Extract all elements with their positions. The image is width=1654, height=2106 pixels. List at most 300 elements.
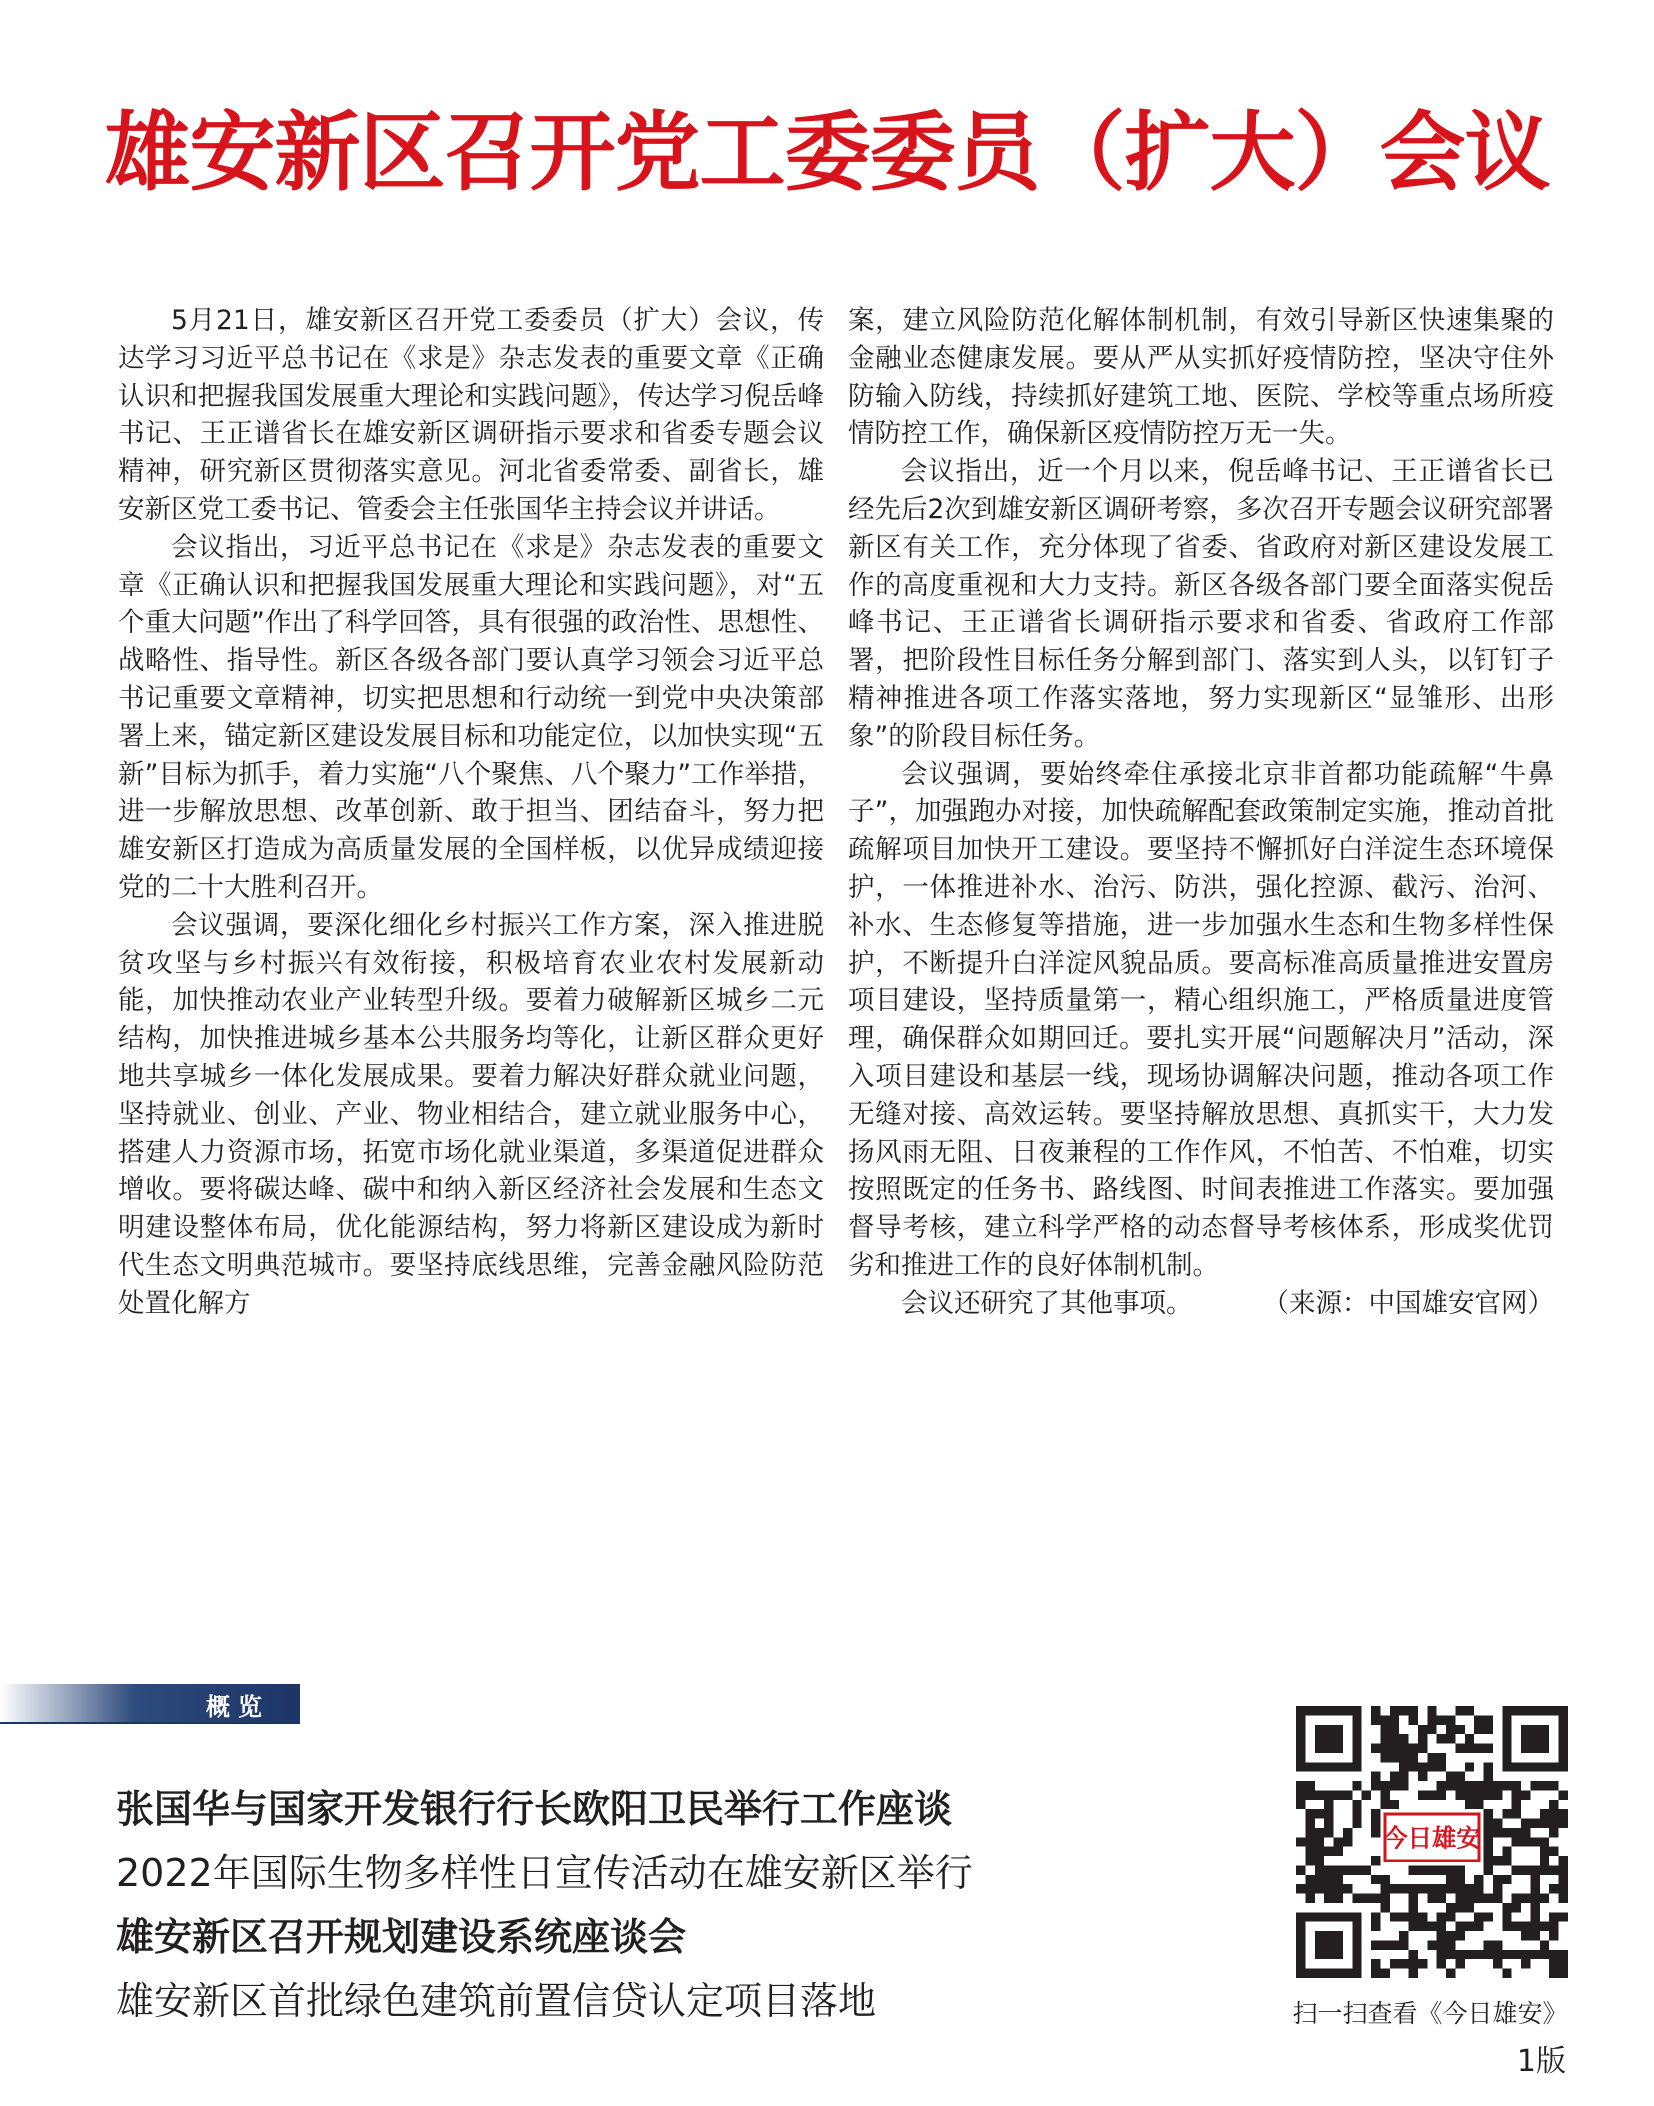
qr-module (1512, 1922, 1521, 1931)
qr-module (1399, 1753, 1408, 1762)
qr-module (1427, 1940, 1436, 1949)
qr-module (1380, 1753, 1389, 1762)
qr-module (1465, 1800, 1474, 1809)
qr-module (1362, 1865, 1371, 1874)
qr-module (1371, 1856, 1380, 1865)
qr-module (1540, 1781, 1549, 1790)
qr-module (1399, 1912, 1408, 1921)
qr-module (1474, 1950, 1483, 1959)
qr-module (1427, 1884, 1436, 1893)
qr-module (1305, 1894, 1314, 1903)
qr-module (1512, 1903, 1521, 1912)
qr-module (1427, 1922, 1436, 1931)
qr-module (1465, 1762, 1474, 1771)
qr-module (1352, 1809, 1361, 1818)
qr-module (1352, 1865, 1361, 1874)
qr-module (1409, 1922, 1418, 1931)
qr-module (1390, 1715, 1399, 1724)
qr-module (1399, 1744, 1408, 1753)
qr-module (1549, 1781, 1558, 1790)
qr-module (1334, 1837, 1343, 1846)
qr-module (1371, 1809, 1380, 1818)
qr-module (1465, 1706, 1474, 1715)
qr-module (1493, 1819, 1502, 1828)
qr-module (1493, 1894, 1502, 1903)
qr-module (1305, 1790, 1314, 1799)
qr-module (1446, 1931, 1455, 1940)
qr-module (1446, 1969, 1455, 1978)
qr-module (1418, 1725, 1427, 1734)
qr-module (1502, 1809, 1511, 1818)
qr-module (1437, 1715, 1446, 1724)
qr-module (1493, 1856, 1502, 1865)
qr-module (1465, 1922, 1474, 1931)
qr-module (1371, 1828, 1380, 1837)
qr-module (1409, 1884, 1418, 1893)
qr-module (1334, 1790, 1343, 1799)
overview-headline-link[interactable]: 张国华与国家开发银行行长欧阳卫民举行工作座谈 (116, 1787, 953, 1831)
qr-module (1418, 1912, 1427, 1921)
qr-module (1493, 1884, 1502, 1893)
qr-module (1380, 1875, 1389, 1884)
qr-module (1427, 1706, 1436, 1715)
qr-module (1362, 1894, 1371, 1903)
qr-module (1455, 1894, 1464, 1903)
article-paragraph: 会议指出，近一个月以来，倪岳峰书记、王正谱省长已经先后2次到雄安新区调研考察，多次召开专题会议研究部署新区有关工作，充分体现了省委、省政府对新区建设发展工作的高度重视和大力支持。新区各级各部门要全面落实倪岳峰书记、王正谱省长调研指示要求和省委、省政府工作部署，把阶段性目标任务分解到部门、落实到人头，以钉钉子精神推进各项工作落实落地，努力实现新区“显雏形、出形象”的阶段目标任务。 (848, 456, 1554, 752)
qr-module (1549, 1959, 1558, 1968)
qr-module (1530, 1894, 1539, 1903)
overview-headline-link[interactable]: 2022年国际生物多样性日宣传活动在雄安新区举行 (116, 1851, 973, 1895)
qr-module (1315, 1790, 1324, 1799)
qr-module (1540, 1922, 1549, 1931)
qr-module (1399, 1734, 1408, 1743)
qr-module (1409, 1912, 1418, 1921)
qr-module (1352, 1781, 1361, 1790)
qr-module (1343, 1790, 1352, 1799)
article-paragraph: 会议指出，习近平总书记在《求是》杂志发表的重要文章《正确认识和把握我国发展重大理论和实践问题》，对“五个重大问题”作出了科学回答，具有很强的政治性、思想性、战略性、指导性。新区各级各部门要认真学习领会习近平总书记重要文章精神，切实把思想和行动统一到党中央决策部署上来，锚定新区建设发展目标和功能定位，以加快实现“五新”目标为抓手，着力实施“八个聚焦、八个聚力”工作举措，进一步解放思想、改革创新、敢于担当、团结奋斗，努力把雄安新区打造成为高质量发展的全国样板，以优异成绩迎接党的二十大胜利召开。 (118, 531, 824, 903)
qr-module (1399, 1772, 1408, 1781)
qr-module (1484, 1790, 1493, 1799)
qr-module (1371, 1912, 1380, 1921)
qr-module (1530, 1931, 1539, 1940)
qr-module (1484, 1819, 1493, 1828)
page-number: 1版 (1516, 2044, 1566, 2079)
qr-module (1324, 1800, 1333, 1809)
qr-module (1437, 1790, 1446, 1799)
qr-module (1465, 1950, 1474, 1959)
qr-module (1427, 1715, 1436, 1724)
qr-module (1549, 1865, 1558, 1874)
page-title: 雄安新区召开党工委委员（扩大）会议 (104, 103, 1550, 203)
qr-module (1418, 1865, 1427, 1874)
qr-module (1474, 1875, 1483, 1884)
qr-module (1484, 1744, 1493, 1753)
qr-module (1399, 1940, 1408, 1949)
qr-module (1540, 1819, 1549, 1828)
qr-module (1409, 1706, 1418, 1715)
qr-module (1343, 1828, 1352, 1837)
qr-module (1305, 1847, 1314, 1856)
qr-module (1512, 1950, 1521, 1959)
qr-module (1521, 1790, 1530, 1799)
qr-module (1540, 1865, 1549, 1874)
qr-module (1315, 1865, 1324, 1874)
qr-module (1446, 1950, 1455, 1959)
qr-module (1437, 1762, 1446, 1771)
qr-module (1390, 1884, 1399, 1893)
qr-module (1399, 1884, 1408, 1893)
article-paragraph: 会议强调，要始终牵住承接北京非首都功能疏解“牛鼻子”，加强跑办对接，加快疏解配套政策制定实施，推动首批疏解项目加快开工建设。要坚持不懈抓好白洋淀生态环境保护，一体推进补水、治污、防洪，强化控源、截污、治河、补水、生态修复等措施，进一步加强水生态和生物多样性保护，不断提升白洋淀风貌品质。要高标准高质量推进安置房项目建设，坚持质量第一，精心组织施工，严格质量进度管理，确保群众如期回迁。要扎实开展“问题解决月”活动，深入项目建设和基层一线，现场协调解决问题，推动各项工作无缝对接、高效运转。要坚持解放思想、真抓实干，大力发扬风雨无阻、日夜兼程的工作作风，不怕苦、不怕难，切实按照既定的任务书、路线图、时间表推进工作落实。要加强督导考核，建立科学严格的动态督导考核体系，形成奖优罚劣和推进工作的良好体制机制。 (848, 758, 1554, 1281)
qr-module (1437, 1931, 1446, 1940)
overview-headline-link[interactable]: 雄安新区首批绿色建筑前置信贷认定项目落地 (116, 1979, 877, 2023)
qr-module (1324, 1884, 1333, 1893)
qr-module (1296, 1790, 1305, 1799)
qr-module (1390, 1706, 1399, 1715)
qr-module (1474, 1894, 1483, 1903)
qr-module (1549, 1884, 1558, 1893)
qr-module (1427, 1790, 1436, 1799)
qr-module (1324, 1819, 1333, 1828)
qr-module (1399, 1931, 1408, 1940)
qr-module (1484, 1912, 1493, 1921)
qr-module (1493, 1828, 1502, 1837)
qr-module (1465, 1790, 1474, 1799)
qr-module (1371, 1819, 1380, 1828)
qr-module (1493, 1940, 1502, 1949)
qr-module (1502, 1922, 1511, 1931)
qr-module (1437, 1950, 1446, 1959)
qr-module (1437, 1734, 1446, 1743)
qr-module (1455, 1772, 1464, 1781)
qr-module (1549, 1950, 1558, 1959)
qr-module (1549, 1847, 1558, 1856)
qr-module (1380, 1744, 1389, 1753)
qr-module (1540, 1847, 1549, 1856)
qr-module (1446, 1865, 1455, 1874)
qr-module (1455, 1922, 1464, 1931)
qr-module (1418, 1959, 1427, 1968)
qr-module (1427, 1865, 1436, 1874)
qr-module (1305, 1856, 1314, 1865)
qr-module (1502, 1781, 1511, 1790)
qr-module (1399, 1781, 1408, 1790)
qr-module (1324, 1790, 1333, 1799)
qr-module (1315, 1847, 1324, 1856)
qr-module (1530, 1781, 1539, 1790)
qr-module (1484, 1856, 1493, 1865)
qr-module (1343, 1865, 1352, 1874)
qr-module (1502, 1969, 1511, 1978)
qr-module (1484, 1781, 1493, 1790)
qr-module (1455, 1725, 1464, 1734)
qr-module (1362, 1790, 1371, 1799)
qr-module (1484, 1828, 1493, 1837)
qr-module (1380, 1715, 1389, 1724)
qr-module (1437, 1753, 1446, 1762)
qr-module (1559, 1884, 1568, 1893)
qr-module (1305, 1819, 1314, 1828)
article-closing (848, 1285, 1554, 1323)
qr-module (1399, 1959, 1408, 1968)
article-body (118, 302, 1558, 1323)
qr-module (1390, 1940, 1399, 1949)
overview-list (116, 1780, 1116, 2036)
qr-module (1512, 1809, 1521, 1818)
qr-module (1446, 1884, 1455, 1893)
qr-module (1540, 1940, 1549, 1949)
qr-module (1437, 1865, 1446, 1874)
qr-module (1549, 1931, 1558, 1940)
qr-module (1334, 1865, 1343, 1874)
qr-module (1371, 1922, 1380, 1931)
qr-module (1418, 1734, 1427, 1743)
qr-module (1484, 1950, 1493, 1959)
qr-module (1390, 1781, 1399, 1790)
article-paragraph: 会议强调，要深化细化乡村振兴工作方案，深入推进脱贫攻坚与乡村振兴有效衔接，积极培育农业农村发展新动能，加快推动农业产业转型升级。要着力破解新区城乡二元结构，加快推进城乡基本公共服务均等化，让新区群众更好地共享城乡一体化发展成果。要着力解决好群众就业问题，坚持就业、创业、产业、物业相结合，建立就业服务中心，搭建人力资源市场，拓宽市场化就业渠道，多渠道促进群众增收。要将碳达峰、碳中和纳入新区经济社会发展和生态文明建设整体布局，优化能源结构，努力将新区建设成为新时代生态文明典范城市。要坚持底线思维，完善金融风险防范处置化解方 (118, 909, 824, 1319)
qr-module (1455, 1884, 1464, 1893)
qr-module (1437, 1922, 1446, 1931)
qr-module (1521, 1959, 1530, 1968)
qr-module (1324, 1894, 1333, 1903)
qr-module (1380, 1734, 1389, 1743)
qr-module (1380, 1969, 1389, 1978)
qr-module (1559, 1959, 1568, 1968)
qr-module (1305, 1837, 1314, 1846)
qr-module (1474, 1781, 1483, 1790)
qr-module (1390, 1912, 1399, 1921)
qr-module (1334, 1894, 1343, 1903)
qr-module (1465, 1903, 1474, 1912)
qr-module (1559, 1969, 1568, 1978)
qr-module (1315, 1884, 1324, 1893)
qr-module (1334, 1847, 1343, 1856)
qr-module (1474, 1912, 1483, 1921)
qr-module (1521, 1837, 1530, 1846)
qr-module (1455, 1865, 1464, 1874)
qr-module (1530, 1865, 1539, 1874)
qr-module (1465, 1734, 1474, 1743)
qr-module (1343, 1837, 1352, 1846)
qr-module (1521, 1865, 1530, 1874)
qr-module (1296, 1837, 1305, 1846)
qr-module (1455, 1931, 1464, 1940)
qr-module (1390, 1734, 1399, 1743)
qr-module (1455, 1790, 1464, 1799)
qr-module (1371, 1781, 1380, 1790)
qr-module (1343, 1884, 1352, 1893)
qr-module (1371, 1894, 1380, 1903)
qr-module (1409, 1865, 1418, 1874)
qr-module (1549, 1969, 1558, 1978)
qr-module (1502, 1847, 1511, 1856)
qr-module (1465, 1884, 1474, 1893)
qr-module (1418, 1772, 1427, 1781)
qr-module (1390, 1800, 1399, 1809)
qr-module (1324, 1865, 1333, 1874)
qr-module (1446, 1772, 1455, 1781)
qr-module (1409, 1959, 1418, 1968)
article-column-right (848, 302, 1554, 1323)
qr-module (1437, 1940, 1446, 1949)
qr-module (1512, 1790, 1521, 1799)
qr-module (1474, 1884, 1483, 1893)
qr-finder-bottom-left (1296, 1912, 1362, 1978)
qr-module (1484, 1772, 1493, 1781)
qr-module (1512, 1828, 1521, 1837)
qr-module (1530, 1912, 1539, 1921)
qr-module (1512, 1800, 1521, 1809)
qr-module (1493, 1790, 1502, 1799)
qr-module (1530, 1884, 1539, 1893)
qr-module (1493, 1781, 1502, 1790)
qr-module (1549, 1912, 1558, 1921)
qr-module (1315, 1856, 1324, 1865)
qr-module (1418, 1744, 1427, 1753)
qr-module (1455, 1903, 1464, 1912)
qr-module (1390, 1744, 1399, 1753)
qr-module (1549, 1922, 1558, 1931)
qr-module (1474, 1790, 1483, 1799)
qr-module (1437, 1781, 1446, 1790)
qr-module (1296, 1800, 1305, 1809)
qr-module (1446, 1875, 1455, 1884)
qr-module (1409, 1969, 1418, 1978)
qr-module (1409, 1762, 1418, 1771)
qr-module (1380, 1903, 1389, 1912)
qr-module (1474, 1800, 1483, 1809)
qr-module (1559, 1912, 1568, 1921)
qr-module (1409, 1744, 1418, 1753)
qr-module (1484, 1940, 1493, 1949)
qr-module (1305, 1809, 1314, 1818)
qr-module (1380, 1790, 1389, 1799)
qr-module (1502, 1856, 1511, 1865)
qr-module (1409, 1715, 1418, 1724)
qr-module (1305, 1828, 1314, 1837)
qr-module (1390, 1959, 1399, 1968)
qr-module (1324, 1809, 1333, 1818)
qr-module (1540, 1837, 1549, 1846)
qr-module (1380, 1894, 1389, 1903)
qr-module (1465, 1894, 1474, 1903)
qr-module (1484, 1894, 1493, 1903)
qr-module (1474, 1715, 1483, 1724)
qr-module (1465, 1781, 1474, 1790)
qr-module (1502, 1828, 1511, 1837)
qr-module (1512, 1894, 1521, 1903)
qr-module (1493, 1950, 1502, 1959)
qr-module (1371, 1772, 1380, 1781)
qr-module (1427, 1753, 1436, 1762)
qr-module (1540, 1950, 1549, 1959)
qr-module (1446, 1725, 1455, 1734)
qr-module (1521, 1819, 1530, 1828)
qr-module (1484, 1725, 1493, 1734)
qr-module (1418, 1922, 1427, 1931)
overview-section-bar (0, 1684, 300, 1724)
qr-module (1437, 1894, 1446, 1903)
qr-module (1352, 1819, 1361, 1828)
qr-module (1409, 1950, 1418, 1959)
qr-module (1371, 1875, 1380, 1884)
qr-module (1446, 1912, 1455, 1921)
qr-module (1324, 1847, 1333, 1856)
qr-module (1484, 1715, 1493, 1724)
qr-module (1559, 1894, 1568, 1903)
qr-module (1409, 1753, 1418, 1762)
qr-module (1530, 1875, 1539, 1884)
qr-module (1437, 1884, 1446, 1893)
qr-module (1474, 1744, 1483, 1753)
qr-module (1530, 1903, 1539, 1912)
qr-module (1446, 1781, 1455, 1790)
qr-module (1418, 1790, 1427, 1799)
qr-module (1371, 1940, 1380, 1949)
qr-module (1305, 1884, 1314, 1893)
qr-module (1352, 1800, 1361, 1809)
qr-module (1380, 1800, 1389, 1809)
qr-module (1455, 1959, 1464, 1968)
overview-headline-link[interactable]: 雄安新区召开规划建设系统座谈会 (116, 1915, 687, 1959)
qr-module (1559, 1819, 1568, 1828)
qr-module (1315, 1809, 1324, 1818)
qr-module (1390, 1772, 1399, 1781)
qr-module (1390, 1725, 1399, 1734)
qr-module (1549, 1809, 1558, 1818)
qr-module (1559, 1950, 1568, 1959)
qr-module (1530, 1922, 1539, 1931)
qr-module (1315, 1828, 1324, 1837)
qr-module (1455, 1781, 1464, 1790)
qr-module (1380, 1725, 1389, 1734)
qr-module (1549, 1819, 1558, 1828)
qr-module (1427, 1894, 1436, 1903)
qr-module (1530, 1950, 1539, 1959)
qr-module (1427, 1725, 1436, 1734)
qr-module (1540, 1809, 1549, 1818)
qr-module (1371, 1959, 1380, 1968)
qr-module (1521, 1950, 1530, 1959)
qr-module (1371, 1715, 1380, 1724)
qr-module (1305, 1875, 1314, 1884)
qr-module (1399, 1762, 1408, 1771)
qr-module (1484, 1865, 1493, 1874)
qr-module (1371, 1969, 1380, 1978)
qr-module (1521, 1931, 1530, 1940)
qr-caption: 扫一扫查看《今日雄安》 (1292, 1999, 1568, 2028)
qr-module (1409, 1894, 1418, 1903)
qr-module (1315, 1875, 1324, 1884)
qr-module (1484, 1837, 1493, 1846)
qr-module (1437, 1912, 1446, 1921)
qr-module (1521, 1922, 1530, 1931)
qr-module (1530, 1837, 1539, 1846)
source-credit: （来源：中国雄安官网） (1262, 1287, 1554, 1319)
qr-module (1474, 1725, 1483, 1734)
qr-module (1390, 1753, 1399, 1762)
qr-module (1540, 1856, 1549, 1865)
qr-module (1352, 1894, 1361, 1903)
qr-module (1380, 1781, 1389, 1790)
qr-module (1446, 1940, 1455, 1949)
qr-module (1502, 1950, 1511, 1959)
qr-module (1296, 1884, 1305, 1893)
qr-module (1315, 1837, 1324, 1846)
qr-module (1296, 1781, 1305, 1790)
qr-module (1559, 1809, 1568, 1818)
qr-module (1334, 1875, 1343, 1884)
qr-module (1549, 1800, 1558, 1809)
